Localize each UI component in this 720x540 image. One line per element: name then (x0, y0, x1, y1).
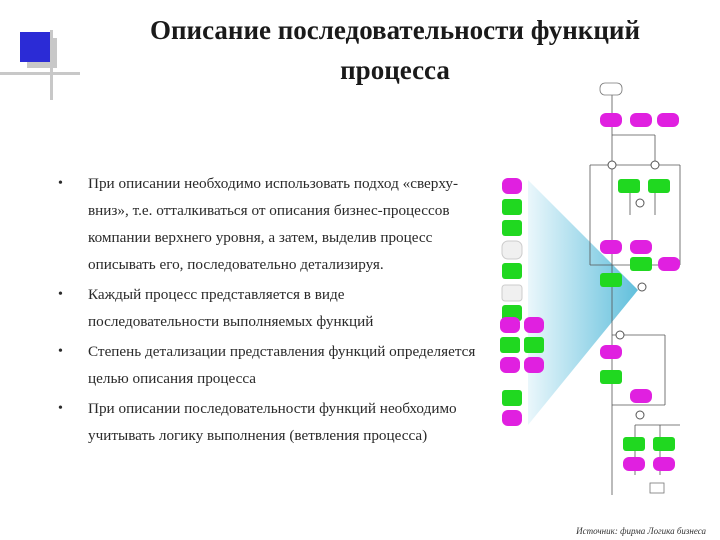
bullet-item (58, 281, 478, 335)
title-line-2: процесса (340, 55, 450, 85)
bullet-item (58, 170, 478, 278)
bullet-marker: • (58, 344, 63, 359)
zoom-wedge (528, 180, 638, 425)
bullet-list (58, 170, 478, 452)
bullet-text: При описании необходимо использовать подход «сверху-вниз», т.е. отталкиваться от описания бизнес-процессов компании верхнего уровня, а затем, выделив процесс описывать его, последовательно детализируя. (88, 175, 459, 273)
title-line-1: Описание последовательности функций (149, 15, 641, 45)
bullet-item (58, 395, 478, 449)
process-diagram (490, 75, 700, 515)
bullet-marker: • (58, 401, 63, 416)
bullet-marker: • (58, 287, 63, 302)
source-note: Источник: фирма Логика бизнеса (576, 526, 706, 536)
bullet-marker: • (58, 176, 63, 191)
bullet-item (58, 338, 478, 392)
bullet-text: Каждый процесс представляется в виде последовательности выполняемых функций (88, 286, 374, 330)
bullet-text: Степень детализации представления функций определяется целью описания процесса (88, 343, 476, 387)
corner-decoration (0, 0, 80, 110)
bullet-text: При описании последовательности функций необходимо учитывать логику выполнения (ветвления процесса) (88, 400, 457, 444)
